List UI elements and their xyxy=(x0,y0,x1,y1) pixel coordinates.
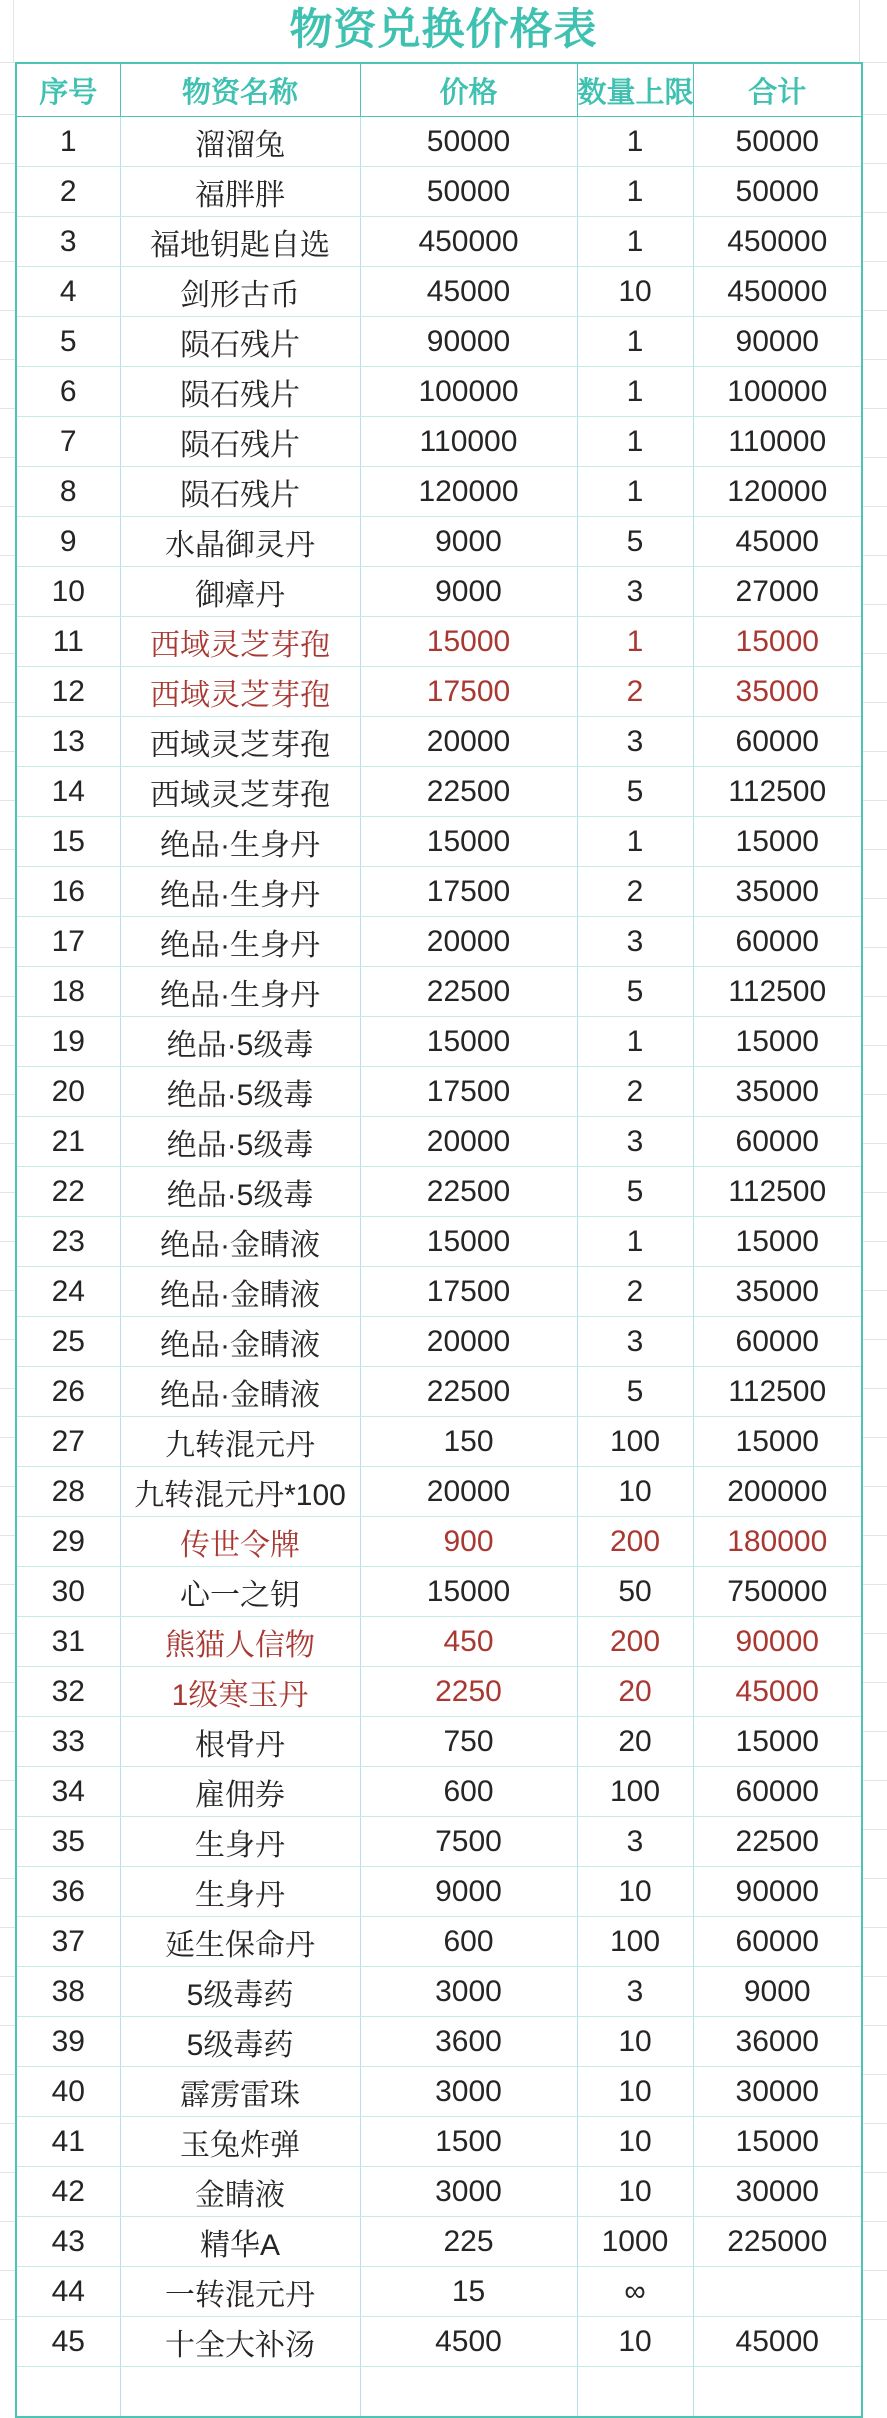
row-index-cell: 15 xyxy=(16,817,120,867)
item-total-cell: 120000 xyxy=(693,467,862,517)
item-name-cell: 绝品·金睛液 xyxy=(120,1267,360,1317)
table-row xyxy=(16,117,862,167)
item-name-cell: 一转混元丹 xyxy=(120,2267,360,2317)
item-name-cell: 心一之钥 xyxy=(120,1567,360,1617)
item-total-cell: 45000 xyxy=(693,2317,862,2367)
item-name-cell: 玉兔炸弹 xyxy=(120,2117,360,2167)
item-total-cell: 45000 xyxy=(693,1667,862,1717)
item-price-cell: 17500 xyxy=(360,867,577,917)
table-row xyxy=(16,467,862,517)
item-limit-cell: 1 xyxy=(577,367,693,417)
item-limit-cell: 10 xyxy=(577,2317,693,2367)
table-row xyxy=(16,1617,862,1667)
item-limit-cell: 10 xyxy=(577,2067,693,2117)
row-index-cell: 23 xyxy=(16,1217,120,1267)
item-name-cell: 生身丹 xyxy=(120,1817,360,1867)
item-total-cell: 200000 xyxy=(693,1467,862,1517)
item-total-cell: 90000 xyxy=(693,1617,862,1667)
item-limit-cell: 2 xyxy=(577,1067,693,1117)
item-limit-cell: 100 xyxy=(577,1917,693,1967)
item-total-cell: 35000 xyxy=(693,1067,862,1117)
table-body xyxy=(16,117,862,2418)
item-limit-cell: 20 xyxy=(577,1667,693,1717)
item-total-cell xyxy=(693,2267,862,2317)
item-limit-cell: 200 xyxy=(577,1517,693,1567)
item-price-cell: 15000 xyxy=(360,817,577,867)
item-limit-cell: 20 xyxy=(577,1717,693,1767)
item-total-cell: 90000 xyxy=(693,1867,862,1917)
item-total-cell: 60000 xyxy=(693,717,862,767)
item-total-cell: 60000 xyxy=(693,1767,862,1817)
row-index-cell: 37 xyxy=(16,1917,120,1967)
item-name-cell: 九转混元丹*100 xyxy=(120,1467,360,1517)
row-index-cell: 9 xyxy=(16,517,120,567)
item-total-cell: 60000 xyxy=(693,1917,862,1967)
item-name-cell: 水晶御灵丹 xyxy=(120,517,360,567)
row-index-cell: 42 xyxy=(16,2167,120,2217)
row-index-cell: 40 xyxy=(16,2067,120,2117)
row-index-cell: 45 xyxy=(16,2317,120,2367)
item-limit-cell: 5 xyxy=(577,967,693,1017)
row-index-cell: 26 xyxy=(16,1367,120,1417)
item-name-cell: 5级毒药 xyxy=(120,1967,360,2017)
background-gridlines-right-margin xyxy=(863,66,887,2341)
item-price-cell: 225 xyxy=(360,2217,577,2267)
empty-cell xyxy=(577,2367,693,2418)
row-index-cell: 2 xyxy=(16,167,120,217)
item-total-cell: 112500 xyxy=(693,967,862,1017)
item-total-cell: 15000 xyxy=(693,1417,862,1467)
item-price-cell: 120000 xyxy=(360,467,577,517)
item-price-cell: 600 xyxy=(360,1767,577,1817)
row-index-cell: 38 xyxy=(16,1967,120,2017)
item-limit-cell: 1 xyxy=(577,217,693,267)
empty-cell xyxy=(693,2367,862,2418)
item-name-cell: 绝品·金睛液 xyxy=(120,1217,360,1267)
item-name-cell: 绝品·5级毒 xyxy=(120,1017,360,1067)
table-row xyxy=(16,1767,862,1817)
table-row xyxy=(16,1267,862,1317)
row-index-cell: 44 xyxy=(16,2267,120,2317)
item-name-cell: 绝品·5级毒 xyxy=(120,1117,360,1167)
item-name-cell: 绝品·5级毒 xyxy=(120,1167,360,1217)
price-table xyxy=(15,62,863,2418)
item-limit-cell: 10 xyxy=(577,2167,693,2217)
item-limit-cell: 50 xyxy=(577,1567,693,1617)
table-row xyxy=(16,1467,862,1517)
item-price-cell: 9000 xyxy=(360,517,577,567)
item-limit-cell: 1 xyxy=(577,317,693,367)
item-price-cell: 15000 xyxy=(360,1017,577,1067)
empty-cell xyxy=(16,2367,120,2418)
item-total-cell: 30000 xyxy=(693,2067,862,2117)
table-row xyxy=(16,1967,862,2017)
item-total-cell: 35000 xyxy=(693,1267,862,1317)
row-index-cell: 24 xyxy=(16,1267,120,1317)
table-row xyxy=(16,1517,862,1567)
table-row xyxy=(16,1867,862,1917)
col-header-price: 价格 xyxy=(360,63,577,117)
item-price-cell: 9000 xyxy=(360,567,577,617)
item-name-cell: 陨石残片 xyxy=(120,417,360,467)
item-total-cell: 100000 xyxy=(693,367,862,417)
item-name-cell: 陨石残片 xyxy=(120,317,360,367)
item-price-cell: 20000 xyxy=(360,917,577,967)
row-index-cell: 19 xyxy=(16,1017,120,1067)
item-limit-cell: 2 xyxy=(577,667,693,717)
row-index-cell: 32 xyxy=(16,1667,120,1717)
item-name-cell: 霹雳雷珠 xyxy=(120,2067,360,2117)
row-index-cell: 14 xyxy=(16,767,120,817)
table-row xyxy=(16,1017,862,1067)
item-limit-cell: 1 xyxy=(577,1217,693,1267)
table-row xyxy=(16,1167,862,1217)
item-price-cell: 2250 xyxy=(360,1667,577,1717)
item-price-cell: 100000 xyxy=(360,367,577,417)
item-price-cell: 22500 xyxy=(360,767,577,817)
item-total-cell: 750000 xyxy=(693,1567,862,1617)
table-row xyxy=(16,617,862,667)
table-row xyxy=(16,1117,862,1167)
row-index-cell: 8 xyxy=(16,467,120,517)
item-limit-cell: 3 xyxy=(577,917,693,967)
table-row xyxy=(16,317,862,367)
row-index-cell: 16 xyxy=(16,867,120,917)
item-total-cell: 15000 xyxy=(693,1017,862,1067)
item-name-cell: 西域灵芝芽孢 xyxy=(120,767,360,817)
header-row xyxy=(16,63,862,117)
item-total-cell: 180000 xyxy=(693,1517,862,1567)
empty-cell xyxy=(360,2367,577,2418)
item-limit-cell: 200 xyxy=(577,1617,693,1667)
item-price-cell: 90000 xyxy=(360,317,577,367)
item-total-cell: 450000 xyxy=(693,267,862,317)
table-row xyxy=(16,367,862,417)
item-name-cell: 延生保命丹 xyxy=(120,1917,360,1967)
item-price-cell: 17500 xyxy=(360,1267,577,1317)
table-row xyxy=(16,2217,862,2267)
table-row xyxy=(16,1817,862,1867)
item-price-cell: 4500 xyxy=(360,2317,577,2367)
item-total-cell: 9000 xyxy=(693,1967,862,2017)
item-limit-cell: 10 xyxy=(577,1467,693,1517)
item-price-cell: 9000 xyxy=(360,1867,577,1917)
item-name-cell: 陨石残片 xyxy=(120,367,360,417)
item-limit-cell: 1 xyxy=(577,617,693,667)
item-price-cell: 15000 xyxy=(360,617,577,667)
item-name-cell: 陨石残片 xyxy=(120,467,360,517)
row-index-cell: 34 xyxy=(16,1767,120,1817)
item-price-cell: 15 xyxy=(360,2267,577,2317)
item-name-cell: 根骨丹 xyxy=(120,1717,360,1767)
item-price-cell: 7500 xyxy=(360,1817,577,1867)
table-row xyxy=(16,217,862,267)
item-limit-cell: 10 xyxy=(577,2017,693,2067)
item-price-cell: 15000 xyxy=(360,1567,577,1617)
item-price-cell: 3600 xyxy=(360,2017,577,2067)
row-index-cell: 20 xyxy=(16,1067,120,1117)
item-total-cell: 112500 xyxy=(693,767,862,817)
item-total-cell: 112500 xyxy=(693,1367,862,1417)
item-total-cell: 15000 xyxy=(693,2117,862,2167)
row-index-cell: 27 xyxy=(16,1417,120,1467)
row-index-cell: 30 xyxy=(16,1567,120,1617)
item-price-cell: 15000 xyxy=(360,1217,577,1267)
table-row xyxy=(16,1717,862,1767)
item-limit-cell: 1 xyxy=(577,417,693,467)
row-index-cell: 18 xyxy=(16,967,120,1017)
item-price-cell: 3000 xyxy=(360,2067,577,2117)
row-index-cell: 36 xyxy=(16,1867,120,1917)
item-name-cell: 福胖胖 xyxy=(120,167,360,217)
item-limit-cell: 5 xyxy=(577,1167,693,1217)
item-limit-cell: 3 xyxy=(577,1817,693,1867)
table-row xyxy=(16,1317,862,1367)
table-row xyxy=(16,717,862,767)
item-total-cell: 60000 xyxy=(693,917,862,967)
item-limit-cell: 1 xyxy=(577,117,693,167)
item-limit-cell: 5 xyxy=(577,1367,693,1417)
row-index-cell: 4 xyxy=(16,267,120,317)
item-total-cell: 50000 xyxy=(693,167,862,217)
table-row xyxy=(16,1367,862,1417)
item-name-cell: 剑形古币 xyxy=(120,267,360,317)
row-index-cell: 21 xyxy=(16,1117,120,1167)
item-price-cell: 150 xyxy=(360,1417,577,1467)
table-row xyxy=(16,2267,862,2317)
item-total-cell: 45000 xyxy=(693,517,862,567)
item-name-cell: 福地钥匙自选 xyxy=(120,217,360,267)
item-name-cell: 生身丹 xyxy=(120,1867,360,1917)
item-limit-cell: 100 xyxy=(577,1417,693,1467)
table-row xyxy=(16,1667,862,1717)
item-price-cell: 750 xyxy=(360,1717,577,1767)
item-name-cell: 十全大补汤 xyxy=(120,2317,360,2367)
row-index-cell: 7 xyxy=(16,417,120,467)
row-index-cell: 29 xyxy=(16,1517,120,1567)
item-total-cell: 15000 xyxy=(693,1217,862,1267)
item-name-cell: 绝品·金睛液 xyxy=(120,1367,360,1417)
background-gridlines-left-margin xyxy=(0,66,15,2341)
item-price-cell: 17500 xyxy=(360,667,577,717)
item-total-cell: 225000 xyxy=(693,2217,862,2267)
item-price-cell: 3000 xyxy=(360,1967,577,2017)
item-limit-cell: 1 xyxy=(577,1017,693,1067)
item-limit-cell: 3 xyxy=(577,717,693,767)
col-header-limit: 数量上限 xyxy=(577,63,693,117)
item-limit-cell: 5 xyxy=(577,517,693,567)
item-price-cell: 20000 xyxy=(360,1117,577,1167)
table-row xyxy=(16,817,862,867)
row-index-cell: 31 xyxy=(16,1617,120,1667)
row-index-cell: 28 xyxy=(16,1467,120,1517)
item-total-cell: 15000 xyxy=(693,1717,862,1767)
table-row xyxy=(16,2317,862,2367)
row-index-cell: 35 xyxy=(16,1817,120,1867)
item-price-cell: 20000 xyxy=(360,1467,577,1517)
item-price-cell: 22500 xyxy=(360,967,577,1017)
item-name-cell: 绝品·生身丹 xyxy=(120,917,360,967)
table-row xyxy=(16,1917,862,1967)
row-index-cell: 43 xyxy=(16,2217,120,2267)
table-row xyxy=(16,567,862,617)
item-total-cell: 35000 xyxy=(693,867,862,917)
table-row xyxy=(16,267,862,317)
row-index-cell: 3 xyxy=(16,217,120,267)
item-name-cell: 传世令牌 xyxy=(120,1517,360,1567)
row-index-cell: 13 xyxy=(16,717,120,767)
table-row xyxy=(16,517,862,567)
table-row xyxy=(16,167,862,217)
item-total-cell: 110000 xyxy=(693,417,862,467)
item-price-cell: 600 xyxy=(360,1917,577,1967)
col-header-index: 序号 xyxy=(16,63,120,117)
table-row xyxy=(16,2017,862,2067)
item-limit-cell: 5 xyxy=(577,767,693,817)
row-index-cell: 1 xyxy=(16,117,120,167)
row-index-cell: 33 xyxy=(16,1717,120,1767)
item-price-cell: 50000 xyxy=(360,167,577,217)
item-limit-cell: 1000 xyxy=(577,2217,693,2267)
item-price-cell: 450 xyxy=(360,1617,577,1667)
table-row xyxy=(16,417,862,467)
item-price-cell: 22500 xyxy=(360,1167,577,1217)
item-price-cell: 20000 xyxy=(360,1317,577,1367)
item-name-cell: 西域灵芝芽孢 xyxy=(120,717,360,767)
item-total-cell: 50000 xyxy=(693,117,862,167)
item-price-cell: 22500 xyxy=(360,1367,577,1417)
item-name-cell: 九转混元丹 xyxy=(120,1417,360,1467)
item-total-cell: 36000 xyxy=(693,2017,862,2067)
item-price-cell: 1500 xyxy=(360,2117,577,2167)
item-price-cell: 50000 xyxy=(360,117,577,167)
item-limit-cell: 100 xyxy=(577,1767,693,1817)
item-name-cell: 精华A xyxy=(120,2217,360,2267)
item-total-cell: 15000 xyxy=(693,617,862,667)
item-limit-cell: 2 xyxy=(577,1267,693,1317)
item-name-cell: 绝品·生身丹 xyxy=(120,967,360,1017)
table-row xyxy=(16,1417,862,1467)
item-name-cell: 绝品·金睛液 xyxy=(120,1317,360,1367)
item-total-cell: 112500 xyxy=(693,1167,862,1217)
item-name-cell: 绝品·生身丹 xyxy=(120,817,360,867)
empty-cell xyxy=(120,2367,360,2418)
item-limit-cell: 3 xyxy=(577,1967,693,2017)
item-total-cell: 60000 xyxy=(693,1117,862,1167)
item-name-cell: 雇佣券 xyxy=(120,1767,360,1817)
table-row xyxy=(16,667,862,717)
item-total-cell: 15000 xyxy=(693,817,862,867)
table-row xyxy=(16,1067,862,1117)
item-name-cell: 西域灵芝芽孢 xyxy=(120,667,360,717)
item-name-cell: 金睛液 xyxy=(120,2167,360,2217)
table-row xyxy=(16,2117,862,2167)
item-limit-cell: 10 xyxy=(577,2117,693,2167)
row-index-cell: 6 xyxy=(16,367,120,417)
table-row xyxy=(16,767,862,817)
item-total-cell: 35000 xyxy=(693,667,862,717)
item-name-cell: 溜溜兔 xyxy=(120,117,360,167)
item-name-cell: 绝品·生身丹 xyxy=(120,867,360,917)
table-row xyxy=(16,1217,862,1267)
row-index-cell: 11 xyxy=(16,617,120,667)
item-total-cell: 450000 xyxy=(693,217,862,267)
item-total-cell: 27000 xyxy=(693,567,862,617)
item-price-cell: 3000 xyxy=(360,2167,577,2217)
table-row xyxy=(16,967,862,1017)
row-index-cell: 10 xyxy=(16,567,120,617)
row-index-cell: 39 xyxy=(16,2017,120,2067)
partial-empty-row xyxy=(16,2367,862,2418)
item-name-cell: 1级寒玉丹 xyxy=(120,1667,360,1717)
item-total-cell: 22500 xyxy=(693,1817,862,1867)
row-index-cell: 17 xyxy=(16,917,120,967)
item-total-cell: 30000 xyxy=(693,2167,862,2217)
row-index-cell: 25 xyxy=(16,1317,120,1367)
item-limit-cell: 1 xyxy=(577,817,693,867)
table-row xyxy=(16,917,862,967)
item-limit-cell: 3 xyxy=(577,1117,693,1167)
item-name-cell: 西域灵芝芽孢 xyxy=(120,617,360,667)
item-price-cell: 20000 xyxy=(360,717,577,767)
item-name-cell: 御瘴丹 xyxy=(120,567,360,617)
item-name-cell: 熊猫人信物 xyxy=(120,1617,360,1667)
item-name-cell: 绝品·5级毒 xyxy=(120,1067,360,1117)
item-limit-cell: 10 xyxy=(577,267,693,317)
item-limit-cell: 1 xyxy=(577,467,693,517)
row-index-cell: 5 xyxy=(16,317,120,367)
page-title: 物资兑换价格表 xyxy=(289,6,598,54)
item-limit-cell: ∞ xyxy=(577,2267,693,2317)
item-price-cell: 17500 xyxy=(360,1067,577,1117)
item-price-cell: 450000 xyxy=(360,217,577,267)
col-header-name: 物资名称 xyxy=(120,63,360,117)
item-limit-cell: 2 xyxy=(577,867,693,917)
row-index-cell: 22 xyxy=(16,1167,120,1217)
item-limit-cell: 3 xyxy=(577,567,693,617)
item-name-cell: 5级毒药 xyxy=(120,2017,360,2067)
item-total-cell: 90000 xyxy=(693,317,862,367)
item-total-cell: 60000 xyxy=(693,1317,862,1367)
item-limit-cell: 10 xyxy=(577,1867,693,1917)
item-limit-cell: 1 xyxy=(577,167,693,217)
table-row xyxy=(16,867,862,917)
table-row xyxy=(16,2067,862,2117)
col-header-total: 合计 xyxy=(693,63,862,117)
item-price-cell: 900 xyxy=(360,1517,577,1567)
item-price-cell: 45000 xyxy=(360,267,577,317)
row-index-cell: 41 xyxy=(16,2117,120,2167)
item-price-cell: 110000 xyxy=(360,417,577,467)
table-row xyxy=(16,2167,862,2217)
row-index-cell: 12 xyxy=(16,667,120,717)
table-row xyxy=(16,1567,862,1617)
item-limit-cell: 3 xyxy=(577,1317,693,1367)
